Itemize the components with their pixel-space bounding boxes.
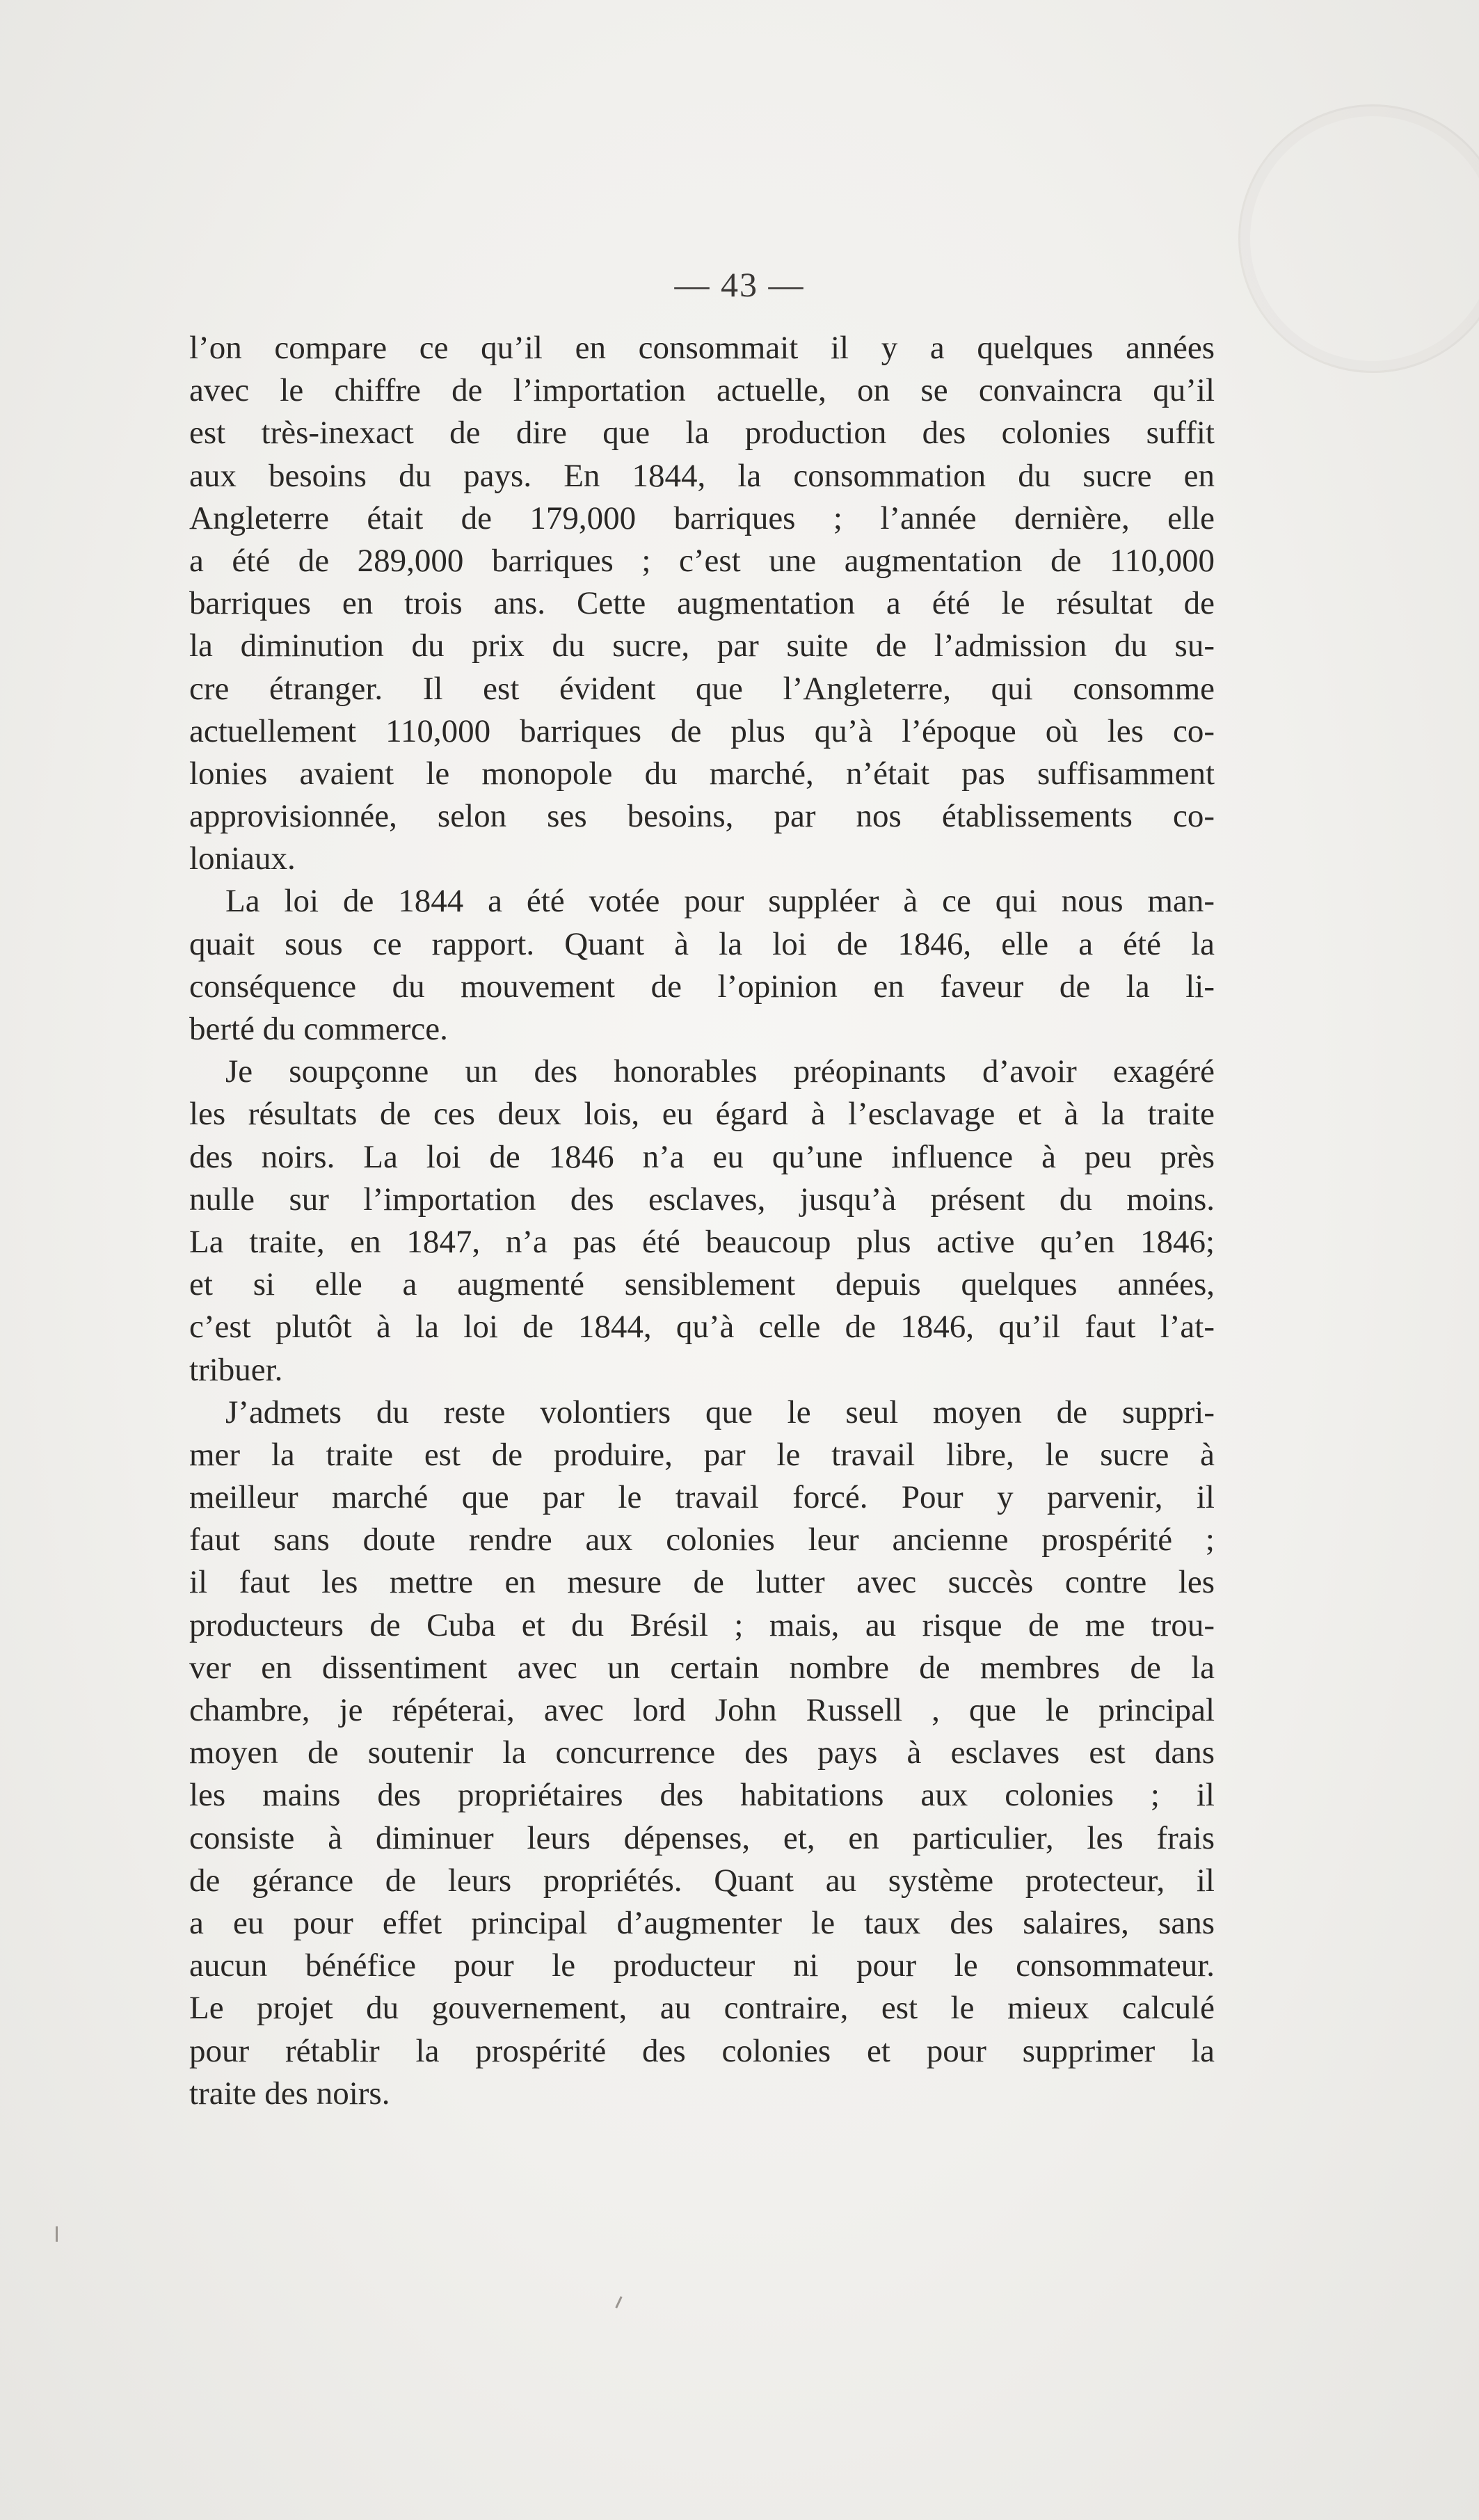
text-line: ver en dissentiment avec un certain nombre de membres de la: [189, 1649, 1215, 1686]
text-line: La traite, en 1847, n’a pas été beaucoup plus active qu’en 1846;: [189, 1223, 1215, 1260]
text-line: c’est plutôt à la loi de 1844, qu’à celle de 1846, qu’il faut l’at-: [189, 1309, 1215, 1346]
text-line: est très-inexact de dire que la production des colonies suffit: [189, 415, 1215, 452]
text-line: avec le chiffre de l’importation actuelle, on se convaincra qu’il: [189, 372, 1215, 409]
text-line: des noirs. La loi de 1846 n’a eu qu’une influence à peu près: [189, 1138, 1215, 1175]
text-line: nulle sur l’importation des esclaves, jusqu’à présent du moins.: [189, 1181, 1215, 1218]
text-line: J’admets du reste volontiers que le seul moyen de suppri-: [225, 1394, 1215, 1430]
text-line: tribuer.: [189, 1351, 283, 1388]
text-line: cre étranger. Il est évident que l’Angleterre, qui consomme: [189, 670, 1215, 707]
text-line: pour rétablir la prospérité des colonies et pour supprimer la: [189, 2032, 1215, 2069]
text-line: Angleterre était de 179,000 barriques ; l’année dernière, elle: [189, 500, 1215, 536]
text-line: traite des noirs.: [189, 2075, 390, 2112]
library-stamp: [1238, 104, 1479, 373]
text-line: l’on compare ce qu’il en consommait il y a quelques années: [189, 330, 1215, 366]
text-line: les mains des propriétaires des habitations aux colonies ; il: [189, 1777, 1215, 1814]
text-line: lonies avaient le monopole du marché, n’était pas suffisamment: [189, 755, 1215, 792]
text-line: Je soupçonne un des honorables préopinants d’avoir exagéré: [225, 1053, 1215, 1090]
text-line: mer la traite est de produire, par le travail libre, le sucre à: [189, 1436, 1215, 1473]
text-line: moyen de soutenir la concurrence des pays à esclaves est dans: [189, 1735, 1215, 1771]
text-line: approvisionnée, selon ses besoins, par nos établissements co-: [189, 798, 1215, 835]
text-line: a été de 289,000 barriques ; c’est une augmentation de 110,000: [189, 542, 1215, 579]
text-line: quait sous ce rapport. Quant à la loi de 1846, elle a été la: [189, 925, 1215, 962]
text-line: consiste à diminuer leurs dépenses, et, en particulier, les frais: [189, 1819, 1215, 1856]
text-line: actuellement 110,000 barriques de plus qu’à l’époque où les co-: [189, 712, 1215, 749]
text-line: producteurs de Cuba et du Brésil ; mais, au risque de me trou-: [189, 1606, 1215, 1643]
text-line: La loi de 1844 a été votée pour suppléer à ce qui nous man-: [225, 883, 1215, 920]
page-number: — 43 —: [674, 265, 805, 304]
text-line: chambre, je répéterai, avec lord John Russell , que le principal: [189, 1692, 1215, 1728]
text-line: faut sans doute rendre aux colonies leur ancienne prospérité ;: [189, 1522, 1215, 1558]
text-line: il faut les mettre en mesure de lutter avec succès contre les: [189, 1564, 1215, 1601]
text-line: barriques en trois ans. Cette augmentation a été le résultat de: [189, 585, 1215, 622]
text-line: conséquence du mouvement de l’opinion en faveur de la li-: [189, 968, 1215, 1005]
speck-mark: [56, 2226, 58, 2242]
text-line: et si elle a augmenté sensiblement depuis quelques années,: [189, 1266, 1215, 1303]
text-line: les résultats de ces deux lois, eu égard à l’esclavage et à la traite: [189, 1096, 1215, 1133]
text-line: berté du commerce.: [189, 1011, 448, 1047]
text-line: aucun bénéfice pour le producteur ni pour le consommateur.: [189, 1947, 1215, 1984]
text-line: aux besoins du pays. En 1844, la consommation du sucre en: [189, 457, 1215, 494]
body-text: [189, 327, 1215, 2115]
text-line: Le projet du gouvernement, au contraire, est le mieux calculé: [189, 1990, 1215, 2027]
text-line: loniaux.: [189, 840, 296, 877]
text-line: a eu pour effet principal d’augmenter le taux des salaires, sans: [189, 1904, 1215, 1941]
text-line: la diminution du prix du sucre, par suite de l’admission du su-: [189, 628, 1215, 664]
text-line: meilleur marché que par le travail forcé. Pour y parvenir, il: [189, 1479, 1215, 1516]
text-line: de gérance de leurs propriétés. Quant au système protecteur, il: [189, 1862, 1215, 1899]
speck-mark: [615, 2296, 622, 2308]
